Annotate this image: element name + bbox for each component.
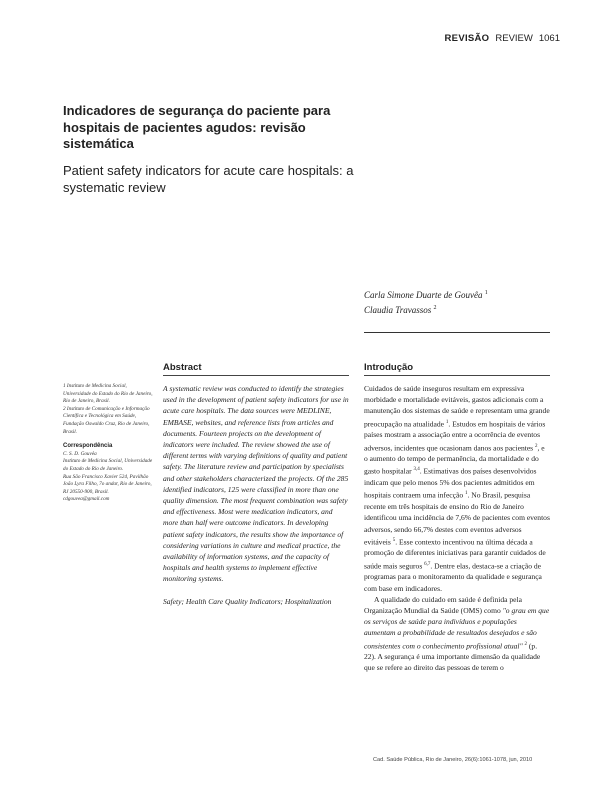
intro-paragraph: Cuidados de saúde inseguros resultam em expressiva morbidade e mortalidade evitáveis, gastos adicionais com a manutenção dos sistemas de saúde e representam uma grande preocupação na atualidade $^1$. Estudos em hospitais de vários países mostram a associação entre a ocorrência de eventos adversos, incidentes que ocasionam danos aos pacientes $^2$, e o aumento do tempo de permanência, da mortalidade e do gasto hospitalar $^{3,4}$. Estimativas dos países desenvolvidos indicam que pelo menos 5% dos pacientes admitidos em hospitais contraem uma infecção $^1$. No Brasil, pesquisa recente em três hospitais de ensino do Rio de Janeiro identificou uma incidência de 7,6% de pacientes com eventos adversos, sendo 66,7% destes com eventos adversos evitáveis $^5$. Esse contexto incentivou na última década a promoção de diferentes iniciativas para garantir cuidados de saúde mais seguros $^{6,7}$. Dentre elas, destaca-se a criação de programas para o monitoramento da qualidade e segurança com base em indicadores. [364, 384, 550, 593]
abstract-body [163, 383, 349, 607]
abstract-text: A systematic review was conducted to identify the strategies used in the development of patient safety indicators for use in acute care hospitals. The data sources were MEDLINE, EMBASE, websites, and reference lists from articles and documents. Fourteen projects on the development of indicators were included. The review showed the use of different terms with varying definitions of quality and patient safety. The literature review and participation by specialists and other stakeholders characterized the projects. Of the 285 identified indicators, 125 were classified in more than one quality dimension. The most frequent combination was safety and effectiveness. Most were medication indicators, and more than half were outcome indicators. In developing patient safety indicators, the results show the importance of considering variations in culture and medical practice, the availability of information systems, and the capacity of hospitals and health systems to implement effective monitoring systems. [163, 384, 349, 584]
journal-footer: Cad. Saúde Pública, Rio de Janeiro, 26(6):1061-1078, jun, 2010 [373, 757, 533, 763]
correspondence-line: Instituto de Medicina Social, Universidade do Estado do Rio de Janeiro. [63, 458, 153, 472]
author-rule [364, 332, 550, 333]
affiliation: 2 Instituto de Comunicação e Informação Científica e Tecnológica em Saúde, Fundação Oswaldo Cruz, Rio de Janeiro, Brasil. [63, 405, 150, 435]
title-english: Patient safety indicators for acute care hospitals: a systematic review [63, 163, 354, 195]
intro-paragraph: A qualidade do cuidado em saúde é definida pela Organização Mundial da Saúde (OMS) como "o grau em que os serviços de saúde para indivíduos e populações aumentam a probabilidade de resultados desejados e são consistentes com o conhecimento profissional atual" $^2$ (p. 22). A segurança é uma importante dimensão da qualidade que se refere ao direito das pessoas de terem o [364, 594, 550, 673]
header-section-en: REVIEW [495, 33, 533, 44]
abstract-heading-rule [163, 375, 349, 376]
correspondence-line: C. S. D. Gouvêa [63, 450, 97, 457]
correspondence-line: Rua São Francisco Xavier 524, Pavilhão João Lyra Filho, 7o andar, Rio de Janeiro, RJ 20550-900, Brasil. [63, 473, 152, 495]
title-portuguese: Indicadores de segurança do paciente para hospitais de pacientes agudos: revisão sistemática [63, 103, 331, 151]
author: Carla Simone Duarte de Gouvêa $^1$ [364, 290, 488, 300]
affiliation: 1 Instituto de Medicina Social, Universidade do Estado do Rio de Janeiro, Rio de Janeiro, Brasil. [63, 383, 153, 405]
header-page-number: 1061 [538, 33, 560, 44]
header-section-pt: REVISÃO [444, 33, 490, 44]
correspondence-heading: Correspondência [63, 443, 113, 450]
running-header [439, 33, 560, 44]
abstract-heading: Abstract [163, 362, 202, 373]
affiliations-sidebar [63, 383, 153, 504]
introduction-heading-rule [364, 375, 550, 376]
introduction-body [364, 383, 550, 674]
author: Claudia Travassos $^2$ [364, 304, 437, 315]
author-list [364, 287, 488, 316]
keywords: Safety; Health Care Quality Indicators; Hospitalization [163, 596, 332, 606]
correspondence-email: cdgouvea@gmail.com [63, 496, 110, 503]
introduction-heading: Introdução [364, 362, 414, 373]
